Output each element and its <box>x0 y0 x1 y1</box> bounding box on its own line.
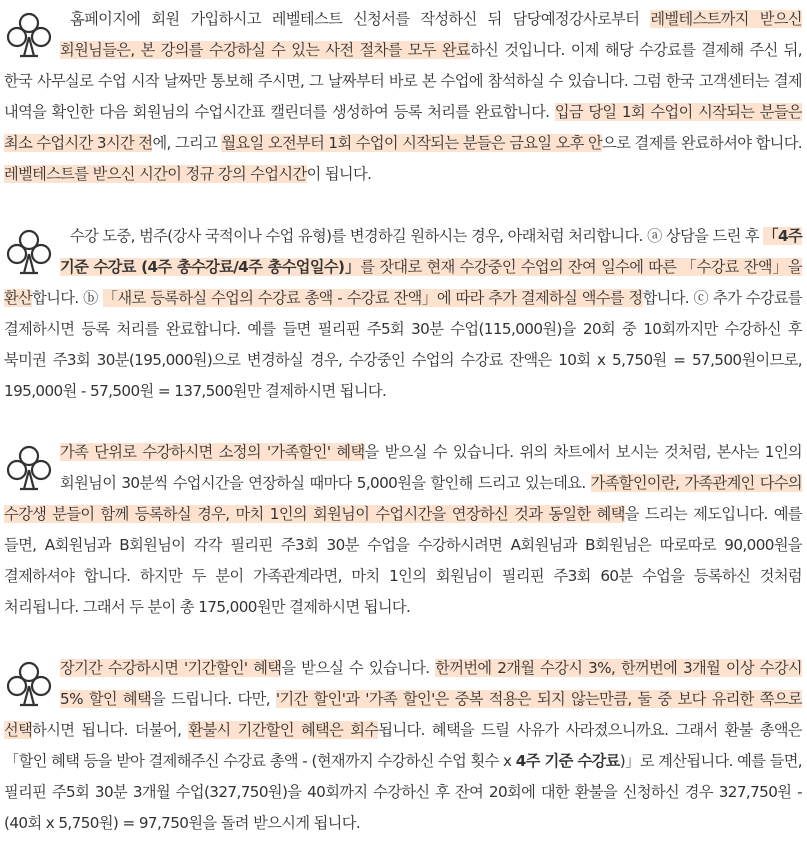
highlight-text: 「새로 등록하실 수업의 수강료 총액 - 수강료 잔액」에 따라 추가 결제하실 액수를 정 <box>102 289 643 307</box>
text: 에, 그리고 <box>152 134 222 152</box>
club-icon <box>4 227 54 277</box>
highlight-text: '기간 할인'과 '가족 할인'은 중복 적용은 되지 않는만큼, 둘 중 보다 유리한 쪽으로 선택 <box>4 690 803 739</box>
text: 합니다. ⓑ <box>32 289 103 307</box>
paragraph-category-change <box>4 221 802 407</box>
text: 을 드립니다. 다만, <box>151 690 276 708</box>
text: 을 받으실 수 있습니다. <box>281 659 436 677</box>
highlight-text: 장기간 수강하시면 '기간할인' 혜택 <box>60 659 282 677</box>
bold-text: 4주 기준 수강료 <box>515 752 620 770</box>
highlight-text: 환불시 기간할인 혜택은 회수 <box>188 721 379 739</box>
text: 합니다. ⓒ 추가 수강료를 결제하시면 등록 처리를 완료합니다. 예를 들면 필리핀 주5회 30분 수업(115,000원)을 20회 중 10회까지만 수강하신 후 북미권 주3회 30분(195,000원)으로 변경하실 경우, 수강중인 수업의 수강료 잔액은 10회 x 5,750원 = 57,500원이므로, 195,000원 - 57,500원 = 137,500원만 결제하시면 됩니다. <box>4 289 802 400</box>
paragraph-registration <box>4 4 802 190</box>
text: 수강 도중, 범주(강사 국적이나 수업 유형)를 변경하길 원하시는 경우, 아래처럼 처리합니다. ⓐ 상담을 드린 후 <box>70 227 764 245</box>
highlight-text: 가족 단위로 수강하시면 소정의 '가족할인' 혜택 <box>60 443 365 461</box>
highlight-text: 한꺼번에 2개월 수강시 3%, 한꺼번에 3개월 이상 수강시 5% 할인 혜택 <box>60 659 802 708</box>
highlight-text: 레벨테스트까지 받으신 회원님들은, 본 강의를 수강하실 수 있는 사전 절차를 모두 완료 <box>60 10 802 59</box>
text: 이 됩니다. <box>306 165 372 183</box>
paragraph-period-discount <box>4 653 802 839</box>
text: 을 받으실 수 있습니다. 위의 차트에서 보시는 것처럼, 본사는 1인의 회원님이 30분씩 수업시간을 연장하실 때마다 5,000원을 할인해 드리고 있는데요. <box>60 443 802 492</box>
text: 을 드리는 제도입니다. 예를 들면, A회원님과 B회원님이 각각 필리핀 주3회 30분 수업을 수강하시려면 A회원님과 B회원님은 따로따로 90,000원을 결제하셔야 합니다. 하지만 두 분이 가족관계라면, 마치 1인의 회원님이 필리핀 주3회 60분 수업을 등록하신 것처럼 처리됩니다. 그래서 두 분이 총 175,000원만 결제하시면 됩니다. <box>4 505 802 616</box>
club-icon <box>4 443 54 493</box>
highlight-text: 입금 당일 1회 수업이 시작되는 분들은 최소 수업시간 3시간 전 <box>4 103 802 152</box>
text: )」로 계산됩니다. 예를 들면, 필리핀 주5회 30분 3개월 수업(327,750원)을 40회까지 수강하신 후 잔여 20회에 대한 환불을 신청하신 경우 327,750원 - (40회 x 5,750원) = 97,750원을 돌려 받으시게 됩니다. <box>4 752 802 832</box>
highlight-bold-text: 「4주 기준 수강료 (4주 총수강료/4주 총수업일수)」 <box>60 227 802 276</box>
club-icon <box>4 10 54 60</box>
text: 하신 것입니다. 이제 해당 수강료를 결제해 주신 뒤, 한국 사무실로 수업 시작 날짜만 통보해 주시면, 그 날짜부터 바로 본 수업에 참석하실 수 있습니다. 그럼 한국 고객센터는 결제 내역을 확인한 다음 회원님의 수업시간표 캘린더를 생성하여 등록 처리를 완료합니다. <box>4 41 802 121</box>
highlight-text: 레벨테스트를 받으신 시간이 정규 강의 수업시간 <box>4 165 307 183</box>
text: 홈페이지에 회원 가입하시고 레벨테스트 신청서를 작성하신 뒤 담당예정강사로부터 <box>70 10 651 28</box>
highlight-text: 월요일 오전부터 1회 수업이 시작되는 분들은 금요일 오후 안 <box>221 134 603 152</box>
club-icon <box>4 659 54 709</box>
highlight-text: 를 잣대로 현재 수강중인 수업의 잔여 일수에 따른 「수강료 잔액」을 환산 <box>4 258 803 307</box>
text: 으로 결제를 완료하셔야 합니다. <box>602 134 803 152</box>
text: 됩니다. 혜택을 드릴 사유가 사라졌으니까요. 그래서 환불 총액은「할인 혜택 등을 받아 결제해주신 수강료 총액 - (현재까지 수강하신 수업 횟수 x <box>4 721 803 770</box>
text: 하시면 됩니다. 더불어, <box>32 721 189 739</box>
paragraph-family-discount <box>4 437 802 623</box>
highlight-text: 가족할인이란, 가족관계인 다수의 수강생 분들이 함께 등록하실 경우, 마치 1인의 회원님이 수업시간을 연장하신 것과 동일한 혜택 <box>4 474 802 523</box>
